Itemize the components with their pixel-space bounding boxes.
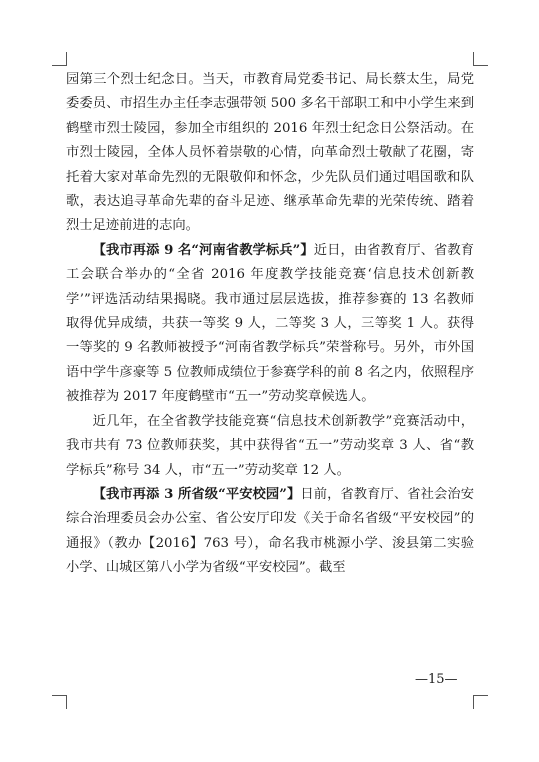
paragraph-headline: 【我市再添 3 所省级“平安校园”】 xyxy=(92,486,301,502)
paragraph-text: 园第三个烈士纪念日。当天，市教育局党委书记、局长蔡太生，局党委委员、市招生办主任李志强带领 500 多名干部职工和中小学生来到鹤壁市烈士陵园，参加全市组织的 2016 年烈士纪念日公祭活动。在市烈士陵园，全体人员怀着崇敬的心情，向革命烈士敬献了花圈，寄托着大家对革命先烈的无限敬仰和怀念，少先队员们通过唱国歌和队歌，表达追寻革命先辈的奋斗足迹、继承革命先辈的光荣传统、踏着烈士足迹前进的志向。 xyxy=(66,72,474,234)
crop-mark-top-right xyxy=(473,52,474,66)
paragraph-text: 近几年，在全省教学技能竞赛“信息技术创新教学”竞赛活动中，我市共有 73 位教师获奖，其中获得省“五一”劳动奖章 3 人、省“教学标兵”称号 34 人，市“五一”劳动奖章 12 人。 xyxy=(66,413,474,478)
paragraph-news-item xyxy=(66,483,474,581)
crop-mark-top-left xyxy=(52,65,66,66)
body-text xyxy=(66,68,474,581)
paragraph xyxy=(66,410,474,483)
crop-mark-bottom-right xyxy=(473,695,474,709)
crop-mark-bottom-left xyxy=(66,695,67,709)
crop-mark-bottom-left xyxy=(52,695,66,696)
page-number: —15— xyxy=(415,672,458,687)
paragraph-news-item xyxy=(66,239,474,410)
paragraph-continuation xyxy=(66,68,474,239)
crop-mark-bottom-right xyxy=(474,695,488,696)
paragraph-text: 日前，省教育厅、省社会治安综合治理委员会办公室、省公安厅印发《关于命名省级“平安校园”的通报》（教办【2016】763 号），命名我市桃源小学、浚县第二实验小学、山城区第八小学为省级“平安校园”。截至 xyxy=(66,486,474,576)
paragraph-text: 近日，由省教育厅、省教育工会联合举办的“全省 2016 年度教学技能竞赛‘信息技术创新教学’”评选活动结果揭晓。我市通过层层选拔，推荐参赛的 13 名教师取得优异成绩，共获一等奖 9 人，二等奖 3 人，三等奖 1 人。获得一等奖的 9 名教师被授予“河南省教学标兵”荣誉称号。另外，市外国语中学牛彦豪等 5 位教师成绩位于参赛学科的前 8 名之内，依照程序被推荐为 2017 年度鹤壁市“五一”劳动奖章候选人。 xyxy=(66,242,475,405)
crop-mark-top-left xyxy=(66,52,67,66)
paragraph-headline: 【我市再添 9 名“河南省教学标兵”】 xyxy=(92,242,314,258)
crop-mark-top-right xyxy=(474,65,488,66)
